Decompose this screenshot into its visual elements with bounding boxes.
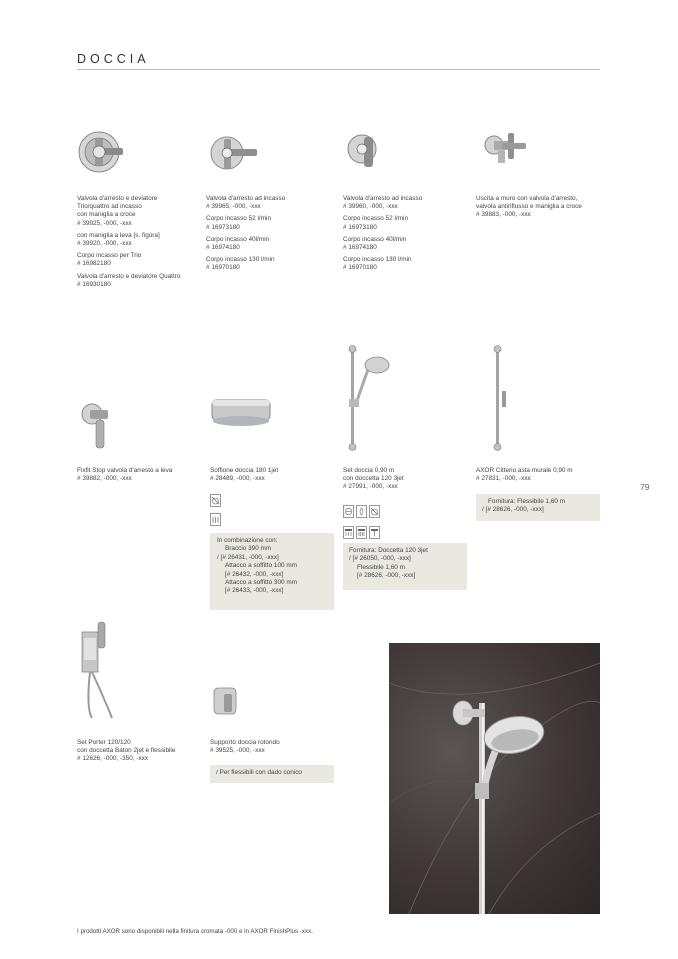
fixfit-stop-valve-image	[80, 402, 112, 452]
title-divider	[77, 69, 600, 70]
product-valve-39965	[206, 195, 331, 273]
text-line: [# 28626, -000, -xxx]	[357, 572, 416, 580]
valve-cross-handle-image	[77, 128, 125, 178]
text-line: Valvola d'arresto e deviatore	[77, 195, 158, 202]
text-line: # 27991, -000, -xxx	[343, 483, 398, 491]
text-line: # 39920, -000, -xxx	[77, 240, 132, 248]
text-line: # 39883, -000, -xxx	[476, 211, 531, 219]
text-line: Corpo incasso per Trio	[77, 252, 142, 260]
text-line: # 39882, -000, -xxx	[77, 475, 132, 483]
text-line: [# 26432, -000, -xxx]	[225, 570, 284, 578]
text-line: Uscita a muro con valvola d'arresto,	[476, 195, 578, 202]
no-limescale-icon	[210, 494, 221, 507]
text-line: Valvola d'arresto ad incasso	[206, 195, 286, 202]
text-line: Set doccia 0,90 m	[343, 467, 395, 474]
text-line: Valvola d'arresto ad incasso	[343, 195, 423, 202]
text-line: / Per flessibili con dado conico	[216, 769, 302, 776]
text-line: # 39925, -000, -xxx	[77, 219, 132, 227]
text-line: # 16974180	[343, 244, 377, 252]
text-line: Flessibile 1,60 m	[357, 563, 405, 571]
shower-lifestyle-photo	[389, 643, 600, 914]
wall-outlet-valve-image	[484, 131, 530, 171]
text-line: con doccetta Baton 2jet e flessibile	[77, 747, 176, 755]
supply-info-box-citterio	[476, 494, 600, 521]
spray-mode-icon	[343, 526, 354, 539]
text-line: Fixfit Stop valvola d'arresto a leva	[77, 467, 173, 474]
text-line: Fornitura: Doccetta 120 3jet	[349, 547, 428, 554]
shower-set-090-image	[343, 343, 393, 453]
text-line: Corpo incasso 40l/min	[343, 235, 407, 243]
text-line: Corpo incasso 130 l/min	[206, 256, 275, 264]
text-line: Attacco a soffitto 300 mm	[225, 579, 297, 587]
text-line: # 39965, -000, -xxx	[206, 203, 261, 211]
single-jet-icon	[369, 526, 380, 539]
valve-lever-handle-image	[346, 129, 382, 175]
supply-info-box-shower-set	[343, 543, 467, 590]
text-line: # 27831, -000, -xxx	[476, 475, 531, 483]
text-line: valvola antiriflusso e maniglia a croce	[476, 203, 582, 211]
product-shower-head-28489	[210, 467, 335, 483]
product-shower-set-27991	[343, 467, 468, 492]
text-line: / [# 28626, -000, -xxx]	[482, 506, 544, 514]
flexible-hose-note-box	[210, 765, 334, 783]
shower-head-180-image	[210, 394, 272, 430]
text-line: # 16974180	[206, 244, 240, 252]
text-line: Braccio 390 mm	[225, 545, 272, 553]
water-drop-icon	[356, 505, 367, 518]
text-line: Corpo incasso 52 l/min	[206, 215, 272, 223]
round-shower-holder-image	[210, 684, 240, 718]
product-valve-trio-quattro	[77, 195, 202, 289]
text-line: # 39525, -000, -xxx	[210, 747, 265, 755]
product-porter-set-12626	[77, 739, 202, 764]
shower-set-feature-icons	[343, 503, 403, 542]
text-line: [# 26433, -000, -xxx]	[225, 587, 284, 595]
text-line: # 16970180	[206, 264, 240, 272]
text-line: # 16982180	[77, 260, 111, 268]
text-line: In combinazione con:	[217, 537, 278, 544]
text-line: Valvola d'arresto e deviatore Quattro	[77, 272, 181, 280]
footer-note: I prodotti AXOR sono disponibili nella finitura cromata -000 e in AXOR FinishPlus -xxx.	[77, 928, 313, 935]
text-line: # 16973180	[343, 223, 377, 231]
product-shower-holder-39525	[210, 739, 335, 755]
text-line: Corpo incasso 40l/min	[206, 235, 270, 243]
text-line: # 39960, -000, -xxx	[343, 203, 398, 211]
text-line: # 16930180	[77, 280, 111, 288]
text-line: / [# 26431, -000, -xxx]	[217, 553, 279, 561]
product-citterio-bar-27831	[476, 467, 601, 483]
flow-rate-icon	[356, 526, 367, 539]
text-line: con maniglia a croce	[77, 211, 136, 219]
text-line: # 16973180	[206, 223, 240, 231]
section-title: DOCCIA	[77, 52, 150, 66]
citterio-wall-bar-image	[488, 343, 518, 453]
text-line: Supporto doccia rotondo	[210, 739, 280, 746]
flow-rate-icon	[210, 513, 221, 526]
product-valve-39960	[343, 195, 468, 273]
text-line: con maniglia a leva [s. figura]	[77, 231, 160, 239]
text-line: con doccetta 120 3jet	[343, 475, 404, 483]
no-limescale-icon	[369, 505, 380, 518]
page-number: 79	[640, 482, 650, 492]
text-line: # 16970180	[343, 264, 377, 272]
text-line: Attacco a soffitto 100 mm	[225, 562, 297, 570]
text-line: Corpo incasso 52 l/min	[343, 215, 409, 223]
text-line: AXOR Citterio asta murale 0,90 m	[476, 467, 573, 474]
text-line: Soffione doccia 180 1jet	[210, 467, 279, 474]
text-line: # 12626, -000, -350, -xxx	[77, 755, 149, 763]
porter-set-image	[78, 618, 122, 722]
marble-wall-with-shower	[389, 643, 600, 914]
ecosmart-icon	[343, 505, 354, 518]
product-fixfit-stop-39882	[77, 467, 202, 483]
valve-cross-handle-image-2	[209, 131, 259, 177]
product-wall-outlet-39883	[476, 195, 606, 220]
text-line: Corpo incasso 130 l/min	[343, 256, 412, 264]
text-line: Fornitura: Flessibile 1,60 m	[488, 498, 566, 505]
text-line: Set Porter 120/120	[77, 739, 131, 746]
text-line: / [# 26050, -000, -xxx]	[349, 555, 411, 563]
combination-info-box	[210, 533, 334, 610]
shower-head-feature-icons	[210, 492, 224, 529]
text-line: Trio/quattro ad incasso	[77, 203, 142, 211]
text-line: # 28489, -000, -xxx	[210, 475, 265, 483]
